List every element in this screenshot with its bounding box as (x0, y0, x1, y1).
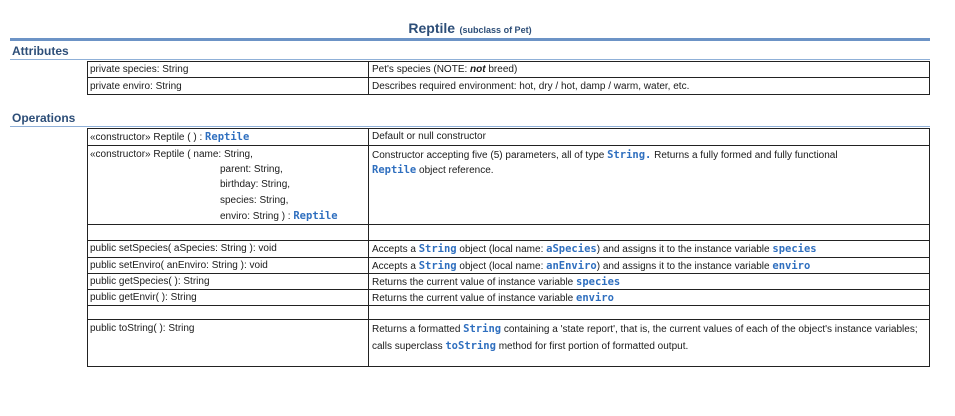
operations-heading: Operations (12, 111, 76, 125)
row-line (87, 224, 930, 225)
get-envir-left: public getEnvir( ): String (90, 292, 197, 303)
ctor-full-line5: enviro: String ) : Reptile (220, 210, 338, 222)
row-line (87, 145, 930, 146)
attributes-divider (368, 61, 369, 95)
set-enviro-right: Accepts a String object (local name: anEnviro) and assigns it to the instance variable enviro (372, 260, 811, 272)
operations-divider (368, 128, 369, 367)
ctor-default-left: «constructor» Reptile ( ) : Reptile (90, 131, 250, 143)
row-line (87, 273, 930, 274)
ctor-full-line2: parent: String, (220, 164, 283, 175)
ctor-full-line4: species: String, (220, 195, 289, 206)
attributes-rule (10, 59, 930, 60)
attr-species-right: Pet's species (NOTE: not breed) (372, 64, 518, 75)
get-envir-right: Returns the current value of instance variable enviro (372, 292, 614, 304)
attr-enviro-right: Describes required environment: hot, dry / hot, damp / warm, water, etc. (372, 81, 690, 92)
set-enviro-left: public setEnviro( anEnviro: String ): void (90, 260, 268, 271)
attributes-row-line (87, 77, 930, 78)
get-species-right: Returns the current value of instance variable species (372, 276, 621, 288)
row-line (87, 305, 930, 306)
set-species-left: public setSpecies( aSpecies: String ): void (90, 243, 277, 254)
row-line (87, 240, 930, 241)
row-line (87, 289, 930, 290)
ctor-default-right: Default or null constructor (372, 131, 486, 142)
attributes-heading: Attributes (12, 44, 69, 58)
ctor-full-line3: birthday: String, (220, 179, 291, 190)
set-species-right: Accepts a String object (local name: aSpecies) and assigns it to the instance variable species (372, 243, 817, 255)
ctor-full-right: Constructor accepting five (5) parameters, all of type String. Returns a fully formed and fully functional Reptile object reference. (372, 149, 838, 176)
title-rule (10, 38, 930, 41)
to-string-left: public toString( ): String (90, 323, 195, 334)
get-species-left: public getSpecies( ): String (90, 276, 210, 287)
page-title (0, 20, 940, 38)
class-subtitle: (subclass of Pet) (459, 25, 532, 35)
attr-species-left: private species: String (90, 64, 189, 75)
operations-rule (10, 126, 930, 127)
class-name: Reptile (408, 20, 456, 36)
ctor-full-line1: «constructor» Reptile ( name: String, (90, 149, 253, 160)
row-line (87, 319, 930, 320)
to-string-right: Returns a formatted String containing a 'state report', that is, the current values of each of the object's instance variables; calls superclass toString method for first portion of formatted output. (372, 323, 918, 352)
row-line (87, 257, 930, 258)
attr-enviro-left: private enviro: String (90, 81, 182, 92)
